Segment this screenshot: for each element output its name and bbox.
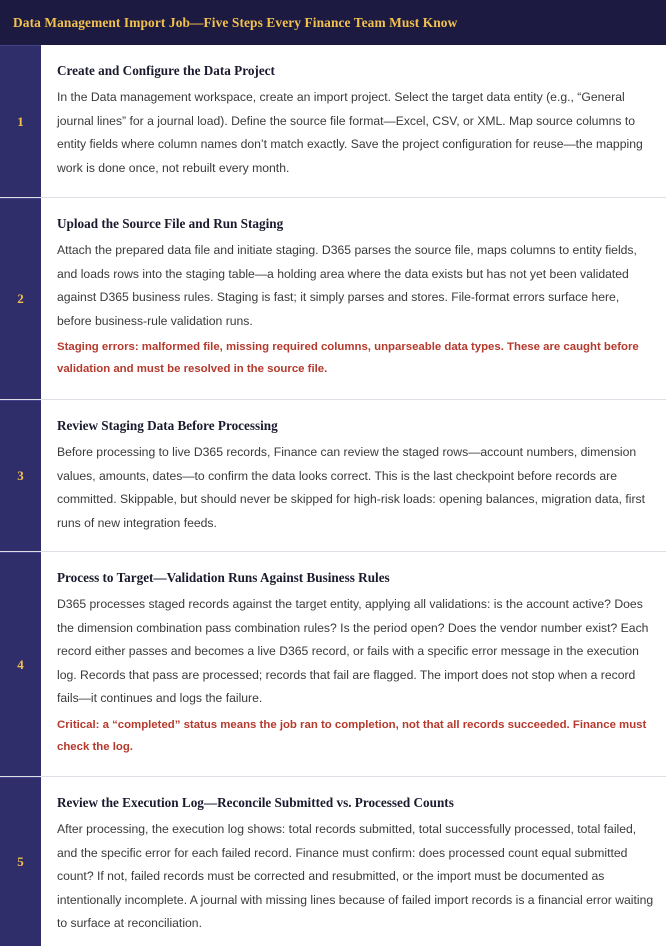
step-warning: Staging errors: malformed file, missing required columns, unparseable data types. These are caught before validation and must be resolved in the source file. (57, 341, 639, 376)
step-content (41, 45, 666, 197)
step-description: D365 processes staged records against the target entity, applying all validations: is the account active? Does the dimension combination pass combination rules? Is the period open? Does the vendor number exist? Each record either passes and becomes a live D365 record, or fails with a specific error message in the execution log. Records that pass are processed; records that fail are flagged. The import does not stop when a record fails—it continues and logs the failure. (57, 597, 649, 706)
step-number: 4 (17, 656, 24, 672)
step-description: In the Data management workspace, create an import project. Select the target data entity (e.g., “General journal lines” for a journal load). Define the source file format—Excel, CSV, or XML. Map source columns to entity fields where column names don’t match exactly. Save the project configuration for reuse—the mapping work is done once, not rebuilt every month. (57, 90, 643, 175)
step-title: Upload the Source File and Run Staging (57, 216, 284, 231)
step-1 (0, 45, 666, 198)
step-description: After processing, the execution log shows: total records submitted, total successfully processed, total failed, and the specific error for each failed record. Finance must confirm: does processed count equal submitted count? If not, failed records must be corrected and resubmitted, or the import must be documented as intentionally incomplete. A journal with missing lines because of failed import records is a financial error waiting to surface at reconciliation. (57, 822, 654, 931)
step-content (41, 400, 666, 551)
step-number: 2 (17, 291, 24, 306)
step-content (41, 198, 666, 399)
page-title: Data Management Import Job—Five Steps Every Finance Team Must Know (13, 14, 458, 30)
step-number: 1 (17, 113, 24, 129)
step-4 (0, 552, 666, 777)
step-2 (0, 198, 666, 400)
step-title: Create and Configure the Data Project (57, 63, 275, 78)
step-title: Review the Execution Log—Reconcile Submitted vs. Processed Counts (57, 795, 454, 810)
step-description: Before processing to live D365 records, Finance can review the staged rows—account numbers, dimension values, amounts, dates—to confirm the data looks correct. This is the last checkpoint before records are committed. Skippable, but should never be skipped for high-risk loads: opening balances, migration data, first runs of new integration feeds. (57, 445, 646, 530)
step-title: Review Staging Data Before Processing (57, 418, 278, 433)
step-number-badge (0, 552, 41, 776)
step-content (41, 777, 666, 946)
page-header (0, 0, 666, 45)
step-warning: Critical: a “completed” status means the job ran to completion, not that all records succeeded. Finance must check the log. (57, 718, 647, 753)
step-description: Attach the prepared data file and initiate staging. D365 parses the source file, maps columns to entity fields, and loads rows into the staging table—a holding area where the data exists but has not yet been validated against D365 business rules. Staging is fast; it simply parses and stores. File-format errors surface here, before business-rule validation runs. (57, 243, 637, 328)
step-5 (0, 777, 666, 946)
step-number: 5 (17, 854, 24, 869)
step-number-badge (0, 198, 41, 399)
step-content (41, 552, 666, 776)
step-number-badge (0, 400, 41, 551)
step-number: 3 (17, 468, 24, 483)
step-number-badge (0, 777, 41, 946)
step-3 (0, 400, 666, 552)
step-number-badge (0, 45, 41, 197)
step-title: Process to Target—Validation Runs Against Business Rules (57, 570, 390, 585)
